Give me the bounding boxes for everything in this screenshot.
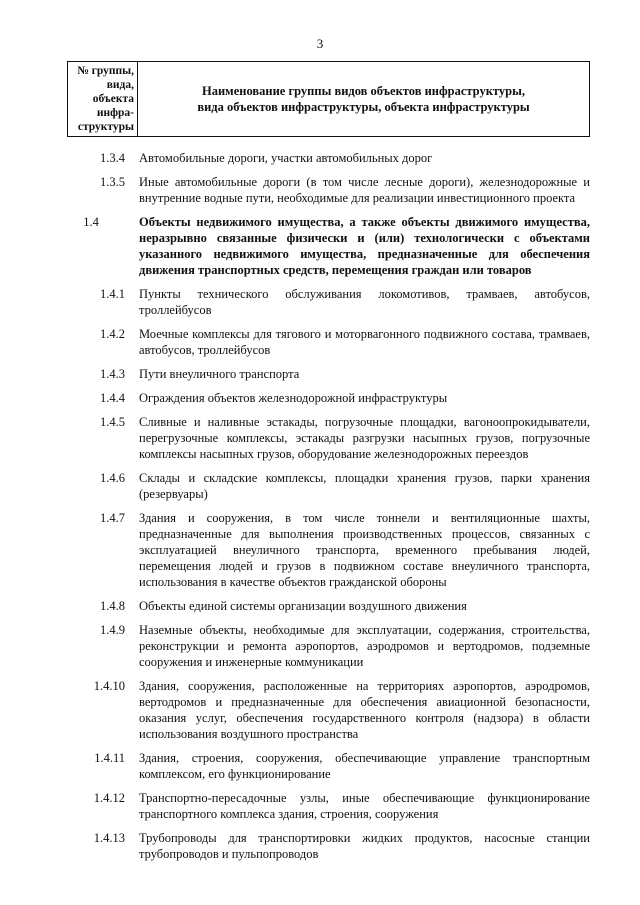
item-text: Автомобильные дороги, участки автомобильных дорог: [139, 151, 433, 165]
list-item: [67, 390, 590, 406]
item-number: 1.4.8: [100, 599, 125, 613]
item-text: Наземные объекты, необходимые для эксплуатации, содержания, строительства, реконструкции и ремонта аэропортов, аэродромов и вертодромов, подземные сооружения и инженерные коммуникации: [139, 623, 590, 669]
list-item: [67, 510, 590, 590]
list-item: [67, 326, 590, 358]
item-text: Объекты недвижимого имущества, а также объекты движимого имущества, неразрывно связанные физически и (или) технологически с объектами указанного недвижимого имущества, предназначенные для обеспечения движения транспортных средств, перемещения граждан или товаров: [139, 215, 590, 277]
page-number: 3: [316, 36, 324, 51]
item-text: Здания, сооружения, расположенные на территориях аэропортов, аэродромов, вертодромов и предназначенные для обеспечения авиационной безопасности, оказания услуг, обеспечения государственного контроля (надзора) в области использования воздушного пространства: [139, 679, 590, 741]
item-number: 1.4.7: [100, 511, 125, 525]
header-group-name: Наименование группы видов объектов инфраструктуры, вида объектов инфраструктуры, объекта инфраструктуры: [197, 84, 530, 114]
item-number: 1.3.5: [100, 175, 125, 189]
item-number: 1.4.10: [93, 679, 125, 693]
list-item: [67, 598, 590, 614]
list-item: [67, 366, 590, 382]
item-text: Пути внеуличного транспорта: [139, 367, 300, 381]
item-text: Сливные и наливные эстакады, погрузочные площадки, вагоноопрокидыватели, перегрузочные комплексы, эстакады разгрузки насыпных грузов, погрузочные комплексы насыпных грузов, оборудование железнодорожных переездов: [139, 415, 590, 461]
item-text: Склады и складские комплексы, площадки хранения грузов, парки хранения (резервуары): [139, 471, 590, 501]
list-item: [67, 286, 590, 318]
list-item: [67, 790, 590, 822]
table-header: [67, 61, 590, 137]
item-text: Объекты единой системы организации воздушного движения: [139, 599, 467, 613]
item-text: Моечные комплексы для тягового и моторвагонного подвижного состава, трамваев, автобусов, троллейбусов: [139, 327, 590, 357]
item-text: Здания, строения, сооружения, обеспечивающие управление транспортным комплексом, его функционирование: [139, 751, 590, 781]
item-number: 1.4.12: [93, 791, 125, 805]
item-text: Иные автомобильные дороги (в том числе лесные дороги), железнодорожные и внутренние водные пути, необходимые для реализации инвестиционного проекта: [139, 175, 590, 205]
item-number: 1.4: [83, 215, 99, 229]
item-number: 1.3.4: [100, 151, 125, 165]
list-item: [67, 622, 590, 670]
item-number: 1.4.13: [93, 831, 125, 845]
item-text: Пункты технического обслуживания локомотивов, трамваев, автобусов, троллейбусов: [139, 287, 590, 317]
item-number: 1.4.9: [100, 623, 125, 637]
item-text: Трубопроводы для транспортировки жидких продуктов, насосные станции трубопроводов и пульпопроводов: [139, 831, 590, 861]
list-item: [67, 678, 590, 742]
item-text: Ограждения объектов железнодорожной инфраструктуры: [139, 391, 448, 405]
list-item: [67, 750, 590, 782]
item-number: 1.4.4: [100, 391, 125, 405]
item-text: Транспортно-пересадочные узлы, иные обеспечивающие функционирование транспортного комплекса здания, строения, сооружения: [139, 791, 590, 821]
item-number: 1.4.2: [100, 327, 125, 341]
item-number: 1.4.5: [100, 415, 125, 429]
list-item: [67, 150, 590, 166]
list-item: [67, 470, 590, 502]
item-number: 1.4.1: [100, 287, 125, 301]
infrastructure-list: [67, 150, 590, 870]
list-item: [67, 414, 590, 462]
header-group-number: № группы, вида, объекта инфра- структуры: [68, 62, 138, 136]
list-item: [67, 830, 590, 862]
item-text: Здания и сооружения, в том числе тоннели и вентиляционные шахты, предназначенные для выполнения производственных процессов, связанных с эксплуатацией внеуличного транспорта, временного пребывания людей, перемещения людей и грузов в подвижном составе внеуличного транспорта, использования в качестве объектов гражданской обороны: [139, 511, 590, 589]
item-number: 1.4.11: [94, 751, 125, 765]
item-number: 1.4.3: [100, 367, 125, 381]
item-number: 1.4.6: [100, 471, 125, 485]
list-item: [67, 174, 590, 206]
list-item: [67, 214, 590, 278]
